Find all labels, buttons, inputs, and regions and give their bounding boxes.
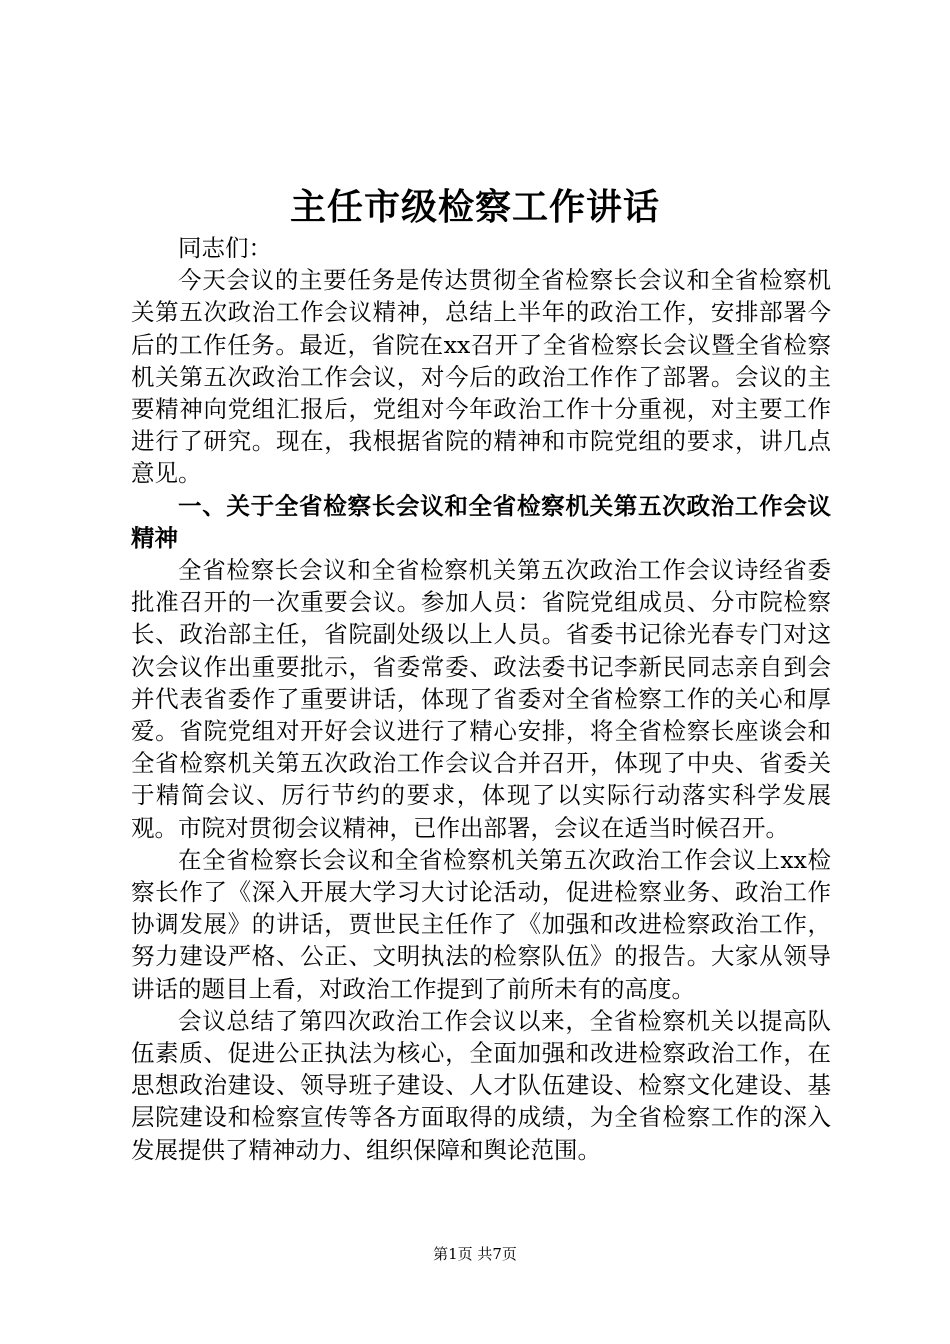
paragraph: 在全省检察长会议和全省检察机关第五次政治工作会议上xx检察长作了《深入开展大学习大讨论活动，促进检察业务、政治工作协调发展》的讲话，贾世民主任作了《加强和改进检察政治工作，努力建设严格、公正、文明执法的检察队伍》的报告。大家从领导讲话的题目上看，对政治工作提到了前所未有的高度。 <box>131 845 831 1003</box>
page-number-footer: 第1页 共7页 <box>433 1245 517 1263</box>
salutation: 同志们： <box>178 234 272 262</box>
paragraph: 全省检察长会议和全省检察机关第五次政治工作会议诗经省委批准召开的一次重要会议。参加人员：省院党组成员、分市院检察长、政治部主任，省院副处级以上人员。省委书记徐光春专门对这次会议作出重要批示，省委常委、政法委书记李新民同志亲自到会并代表省委作了重要讲话，体现了省委对全省检察工作的关心和厚爱。省院党组对开好会议进行了精心安排，将全省检察长座谈会和全省检察机关第五次政治工作会议合并召开，体现了中央、省委关于精简会议、厉行节约的要求，体现了以实际行动落实科学发展观。市院对贯彻会议精神，已作出部署，会议在适当时候召开。 <box>131 556 831 842</box>
paragraph: 会议总结了第四次政治工作会议以来，全省检察机关以提高队伍素质、促进公正执法为核心，全面加强和改进检察政治工作，在思想政治建设、领导班子建设、人才队伍建设、检察文化建设、基层院建设和检察宣传等各方面取得的成绩，为全省检察工作的深入发展提供了精神动力、组织保障和舆论范围。 <box>131 1006 831 1164</box>
document-title: 主任市级检察工作讲话 <box>289 187 660 228</box>
document-body <box>131 232 831 1166</box>
section-heading: 一、关于全省检察长会议和全省检察机关第五次政治工作会议精神 <box>131 491 831 552</box>
paragraph: 今天会议的主要任务是传达贯彻全省检察长会议和全省检察机关第五次政治工作会议精神，总结上半年的政治工作，安排部署今后的工作任务。最近，省院在xx召开了全省检察长会议暨全省检察机关第五次政治工作会议，对今后的政治工作作了部署。会议的主要精神向党组汇报后，党组对今年政治工作十分重视，对主要工作进行了研究。现在，我根据省院的精神和市院党组的要求，讲几点意见。 <box>131 266 831 488</box>
